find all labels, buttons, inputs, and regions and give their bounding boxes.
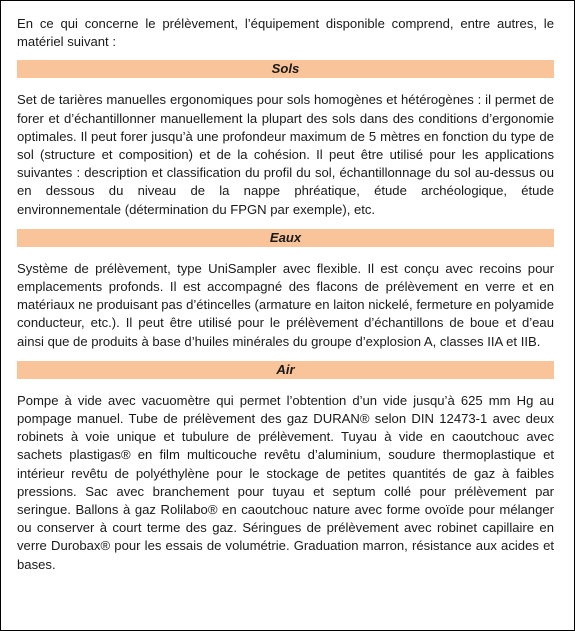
document-body bbox=[17, 15, 554, 574]
section-header-eaux: Eaux bbox=[17, 229, 554, 247]
intro-paragraph: En ce qui concerne le prélèvement, l’équipement disponible comprend, entre autres, le matériel suivant : bbox=[17, 16, 554, 50]
section-header-air: Air bbox=[17, 361, 554, 379]
section-text-air: Pompe à vide avec vacuomètre qui permet l’obtention d’un vide jusqu’à 625 mm Hg au pompage manuel. Tube de prélèvement des gaz DURAN® selon DIN 12473-1 avec deux robinets à voie unique et tubulure de prélèvement. Tuyau à vide en caoutchouc avec sachets plastigas® en film multicouche revêtu d’aluminium, soudure thermoplastique et intérieur revêtu de polyéthylène pour le stockage de petites quantités de gaz à faibles pressions. Sac avec branchement pour tuyau et septum collé pour prélèvement par seringue. Ballons à gaz Rolilabo® en caoutchouc nature avec forme ovoïde pour mélanger ou conserver à court terme des gaz. Séringues de prélèvement avec robinet capillaire en verre Durobax® pour les essais de volumétrie. Graduation marron, résistance aux acides et bases. bbox=[17, 392, 554, 572]
section-text-sols: Set de tarières manuelles ergonomiques pour sols homogènes et hétérogènes : il permet de forer et d’échantillonner manuellement la plupart des sols dans des conditions d’ergonomie optimales. Il peut forer jusqu’à une profondeur maximum de 5 mètres en fonction du type de sol (structure et composition) et de la cohésion. Il peut être utilisé pour les applications suivantes : description et classification du profil du sol, échantillonnage du sol au-dessus ou en dessous du niveau de la nappe phréatique, étude archéologique, étude environnementale (détermination du FPGN par exemple), etc. bbox=[17, 92, 554, 217]
section-text-eaux: Système de prélèvement, type UniSampler avec flexible. Il est conçu avec recoins pour emplacements profonds. Il est accompagné des flacons de prélèvement en verre et en matériaux ne produisant pas d’étincelles (armature en laiton nickelé, fermeture en polyamide conducteur, etc.). Il peut être utilisé pour le prélèvement d’échantillons de boue et d’eau ainsi que de produits à base d’huiles minérales du groupe d’explosion A, classes IIA et IIB. bbox=[17, 260, 554, 349]
section-header-sols: Sols bbox=[17, 60, 554, 78]
